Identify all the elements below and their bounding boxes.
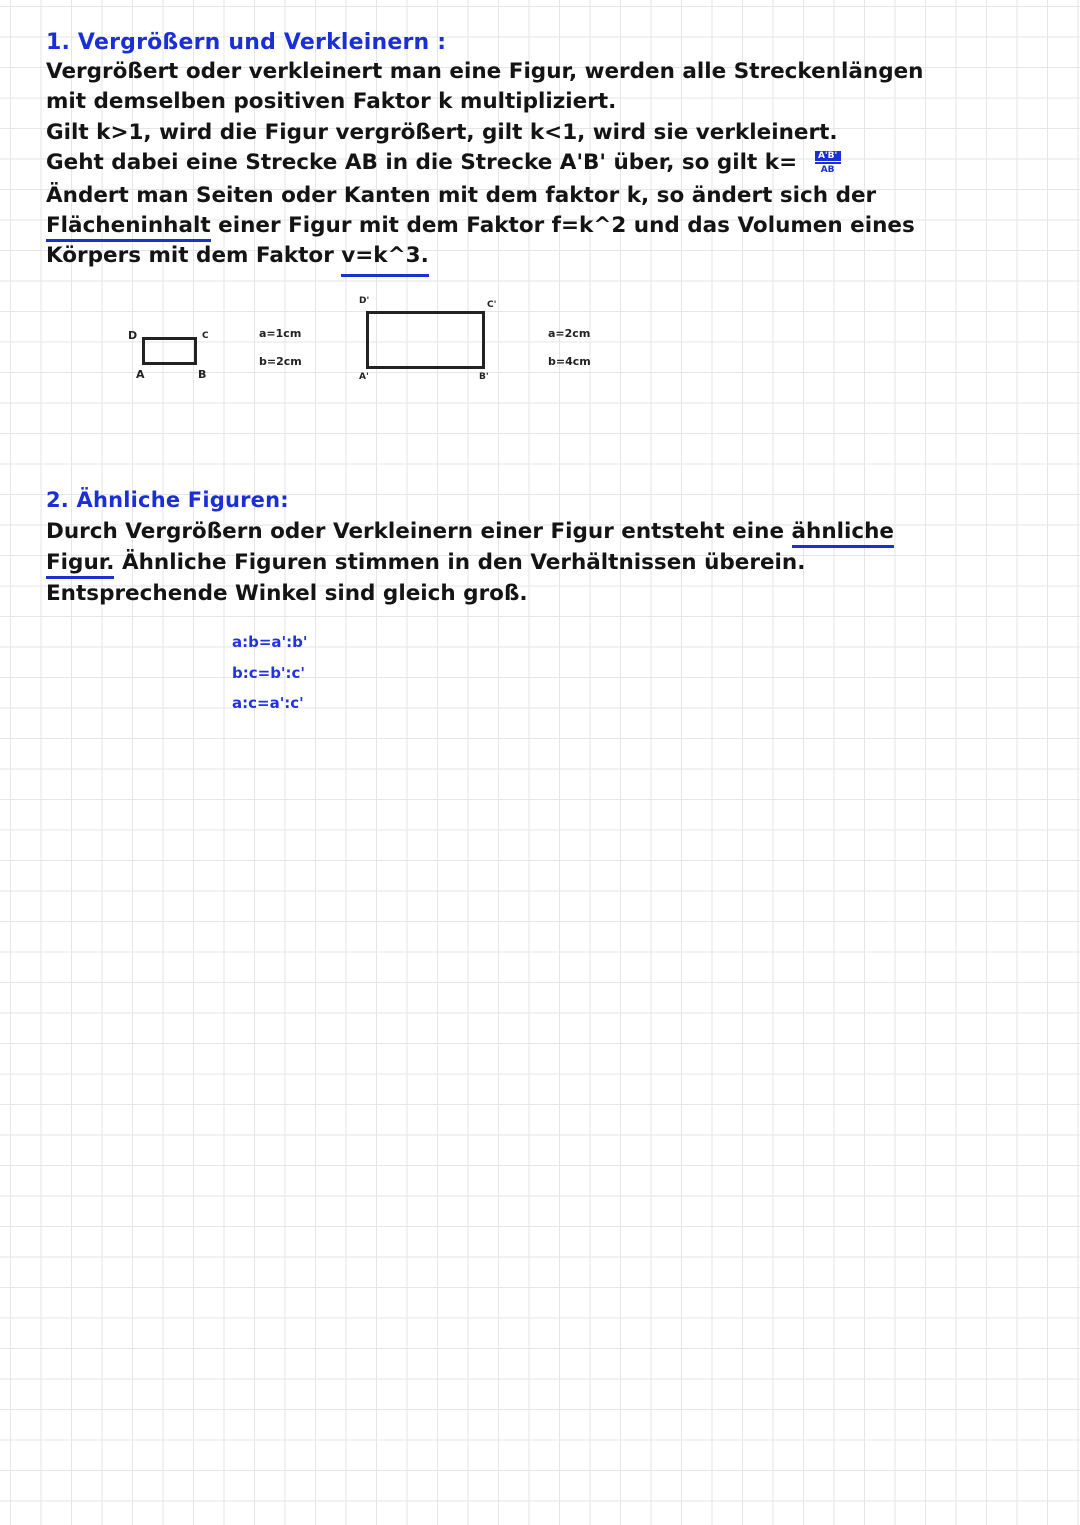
small-label-C: C: [202, 331, 209, 341]
section2-heading: 2. Ähnliche Figuren:: [46, 488, 289, 512]
section1-line-3: Gilt k>1, wird die Figur vergrößert, gilt k<1, wird sie verkleinert.: [46, 120, 838, 145]
large-label-B: B': [479, 372, 489, 382]
section1-line-4-text: Geht dabei eine Strecke AB in die Strecke A'B' über, so gilt k=: [46, 150, 798, 175]
large-label-C: C': [487, 300, 497, 310]
section1-line-2: mit demselben positiven Faktor k multipliziert.: [46, 89, 617, 114]
underlined-flaecheninhalt: Flächeninhalt: [46, 213, 211, 242]
section1-heading: 1. Vergrößern und Verkleinern :: [46, 30, 447, 55]
underlined-volume-formula: v=k^3.: [341, 243, 428, 277]
section2-line-1-start: Durch Vergrößern oder Verkleinern einer Figur entsteht eine: [46, 519, 792, 544]
section2-line-2-rest: Ähnliche Figuren stimmen in den Verhältnissen überein.: [114, 550, 806, 575]
section1-line-6: [46, 213, 915, 238]
small-label-B: B: [198, 368, 207, 381]
section1-line-1: Vergrößert oder verkleinert man eine Figur, werden alle Streckenlängen: [46, 59, 924, 84]
underlined-figur: Figur.: [46, 550, 114, 579]
section2-line-1: [46, 519, 894, 544]
section2-line-3: Entsprechende Winkel sind gleich groß.: [46, 581, 528, 606]
section1-line-7-start: Körpers mit dem Faktor: [46, 243, 342, 268]
underlined-aehnliche: ähnliche: [792, 519, 895, 548]
small-label-A: A: [136, 368, 145, 381]
fraction-denominator: AB: [820, 165, 835, 175]
small-side-a: a=1cm: [259, 327, 302, 340]
section1-line-5: Ändert man Seiten oder Kanten mit dem faktor k, so ändert sich der: [46, 183, 877, 208]
small-label-D: D: [128, 329, 138, 342]
fraction-numerator: A'B': [815, 151, 841, 161]
ratio-3: a:c=a':c': [232, 694, 304, 712]
fraction-bar: [815, 162, 841, 164]
ratio-1: a:b=a':b': [232, 633, 308, 651]
section1-line-7: [46, 243, 429, 268]
large-label-A: A': [359, 372, 369, 382]
small-side-b: b=2cm: [259, 355, 302, 368]
large-label-D: D': [359, 296, 370, 306]
scale-factor-fraction: [815, 151, 841, 175]
section2-line-2: [46, 550, 805, 575]
section1-line-4: [46, 150, 841, 175]
section1-line-6-rest: einer Figur mit dem Faktor f=k^2 und das Volumen eines: [210, 213, 915, 238]
large-rectangle: [366, 311, 485, 369]
small-rectangle: [142, 337, 197, 365]
ratio-2: b:c=b':c': [232, 664, 306, 682]
large-side-a: a=2cm: [548, 327, 591, 340]
large-side-b: b=4cm: [548, 355, 591, 368]
